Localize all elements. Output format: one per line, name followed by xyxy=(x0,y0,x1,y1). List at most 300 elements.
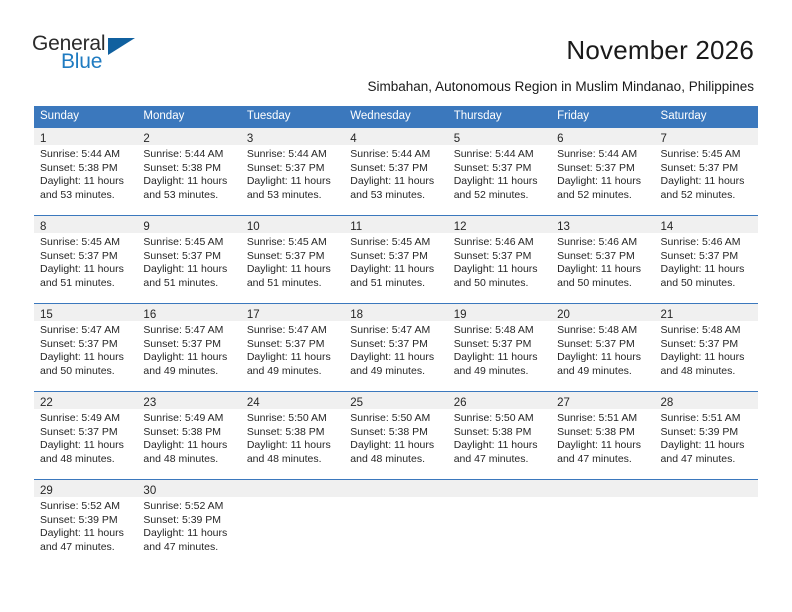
calendar-day-cell[interactable] xyxy=(34,392,137,480)
day-sun-info xyxy=(448,321,551,378)
daylight-text-line2: and 53 minutes. xyxy=(143,188,219,201)
calendar-week-row xyxy=(34,304,758,392)
day-number: 30 xyxy=(143,485,157,497)
daylight-text-line2: and 48 minutes. xyxy=(246,452,322,465)
day-number: 17 xyxy=(246,309,260,321)
day-number: 9 xyxy=(143,221,150,233)
day-number-band xyxy=(241,480,344,497)
day-cell-content xyxy=(344,128,447,215)
daylight-text-line2: and 47 minutes. xyxy=(143,540,219,553)
daylight-text-line2: and 49 minutes. xyxy=(557,364,632,377)
day-number-band xyxy=(344,216,447,233)
sunrise-text: Sunrise: 5:49 AM xyxy=(143,412,224,424)
sunset-text: Sunset: 5:37 PM xyxy=(557,161,635,174)
sunset-text: Sunset: 5:38 PM xyxy=(40,161,118,174)
day-number: 16 xyxy=(143,309,157,321)
sunset-text: Sunset: 5:37 PM xyxy=(557,337,635,350)
day-sun-info xyxy=(344,321,447,378)
sunrise-text: Sunrise: 5:51 AM xyxy=(660,412,741,424)
calendar-day-cell[interactable] xyxy=(34,304,137,392)
calendar-header-row xyxy=(34,106,758,128)
day-cell-content xyxy=(551,128,654,215)
calendar-day-cell[interactable] xyxy=(344,392,447,480)
day-cell-content xyxy=(448,480,551,567)
daylight-text-line2: and 51 minutes. xyxy=(246,276,322,289)
day-sun-info xyxy=(448,497,551,500)
sunrise-text: Sunrise: 5:47 AM xyxy=(143,324,224,336)
daylight-text-line1: Daylight: 11 hours xyxy=(143,175,228,188)
sunrise-text: Sunrise: 5:46 AM xyxy=(453,236,534,248)
day-number-band xyxy=(551,216,654,233)
sunset-text: Sunset: 5:38 PM xyxy=(143,425,222,438)
daylight-text-line1: Daylight: 11 hours xyxy=(40,175,124,188)
day-sun-info xyxy=(344,409,447,466)
calendar-day-cell[interactable] xyxy=(344,304,447,392)
sunset-text: Sunset: 5:39 PM xyxy=(660,425,739,438)
day-number-band xyxy=(344,304,447,321)
daylight-text-line2: and 47 minutes. xyxy=(557,452,632,465)
day-sun-info xyxy=(655,409,758,466)
daylight-text-line2: and 47 minutes. xyxy=(453,452,529,465)
day-cell-content xyxy=(241,216,344,303)
sunset-text: Sunset: 5:38 PM xyxy=(557,425,635,438)
day-sun-info xyxy=(241,409,344,466)
logo-text-general: General xyxy=(32,32,106,55)
daylight-text-line1: Daylight: 11 hours xyxy=(660,263,745,276)
day-sun-info xyxy=(551,321,654,378)
daylight-text-line1: Daylight: 11 hours xyxy=(557,263,641,276)
day-number-band xyxy=(241,128,344,145)
day-number: 19 xyxy=(453,309,467,321)
calendar-day-cell[interactable] xyxy=(137,392,240,480)
daylight-text-line1: Daylight: 11 hours xyxy=(350,439,435,452)
day-sun-info xyxy=(655,145,758,202)
sunrise-text: Sunrise: 5:45 AM xyxy=(40,236,120,248)
page-subtitle: Simbahan, Autonomous Region in Muslim Mindanao, Philippines xyxy=(367,79,754,94)
daylight-text-line1: Daylight: 11 hours xyxy=(246,175,331,188)
day-cell-content xyxy=(448,216,551,303)
page-title: November 2026 xyxy=(566,35,754,65)
sunrise-text: Sunrise: 5:44 AM xyxy=(453,148,534,160)
calendar-day-cell[interactable] xyxy=(448,216,551,304)
calendar-week-row xyxy=(34,128,758,216)
day-sun-info xyxy=(137,233,240,290)
sunset-text: Sunset: 5:38 PM xyxy=(246,425,325,438)
day-number: 3 xyxy=(246,133,254,145)
daylight-text-line2: and 52 minutes. xyxy=(557,188,632,201)
daylight-text-line1: Daylight: 11 hours xyxy=(246,439,331,452)
daylight-text-line1: Daylight: 11 hours xyxy=(40,439,124,452)
daylight-text-line1: Daylight: 11 hours xyxy=(40,527,124,540)
day-number: 10 xyxy=(246,221,260,233)
daylight-text-line1: Daylight: 11 hours xyxy=(350,175,435,188)
calendar-week-row xyxy=(34,216,758,304)
day-number: 24 xyxy=(246,397,260,409)
sunrise-text: Sunrise: 5:45 AM xyxy=(143,236,224,248)
day-number: 15 xyxy=(40,309,53,321)
calendar-day-cell[interactable] xyxy=(551,480,654,568)
sunset-text: Sunset: 5:37 PM xyxy=(40,425,118,438)
daylight-text-line2: and 51 minutes. xyxy=(40,276,115,289)
day-number: 18 xyxy=(350,309,364,321)
daylight-text-line2: and 52 minutes. xyxy=(660,188,736,201)
sunrise-text: Sunrise: 5:47 AM xyxy=(350,324,431,336)
sunrise-text: Sunrise: 5:45 AM xyxy=(660,148,741,160)
day-cell-content xyxy=(551,216,654,303)
day-cell-content xyxy=(137,480,240,567)
sunrise-text: Sunrise: 5:47 AM xyxy=(40,324,120,336)
daylight-text-line1: Daylight: 11 hours xyxy=(40,351,124,364)
day-cell-content xyxy=(344,392,447,479)
logo-triangle-icon xyxy=(108,38,135,55)
day-number-band xyxy=(448,216,551,233)
sunset-text: Sunset: 5:37 PM xyxy=(246,337,325,350)
daylight-text-line2: and 49 minutes. xyxy=(350,364,425,377)
daylight-text-line1: Daylight: 11 hours xyxy=(453,175,538,188)
day-sun-info xyxy=(551,409,654,466)
day-cell-content xyxy=(655,304,758,391)
calendar-day-cell[interactable] xyxy=(551,128,654,216)
daylight-text-line2: and 48 minutes. xyxy=(660,364,736,377)
day-number-band xyxy=(241,216,344,233)
day-cell-content xyxy=(344,480,447,567)
day-cell-content xyxy=(655,216,758,303)
daylight-text-line1: Daylight: 11 hours xyxy=(143,351,228,364)
day-cell-content xyxy=(241,480,344,567)
daylight-text-line2: and 50 minutes. xyxy=(660,276,736,289)
day-cell-content xyxy=(34,392,137,479)
day-number-band xyxy=(551,304,654,321)
daylight-text-line1: Daylight: 11 hours xyxy=(143,439,228,452)
day-number-band xyxy=(344,392,447,409)
day-number: 6 xyxy=(557,133,564,145)
calendar-day-cell[interactable] xyxy=(655,304,758,392)
day-cell-content xyxy=(344,216,447,303)
day-cell-content xyxy=(655,480,758,567)
daylight-text-line1: Daylight: 11 hours xyxy=(660,439,745,452)
day-number: 2 xyxy=(143,133,150,145)
daylight-text-line2: and 48 minutes. xyxy=(40,452,115,465)
calendar-table xyxy=(34,106,758,567)
day-cell-content xyxy=(241,392,344,479)
day-number-band xyxy=(655,480,758,497)
sunrise-text: Sunrise: 5:46 AM xyxy=(557,236,638,248)
daylight-text-line1: Daylight: 11 hours xyxy=(557,351,641,364)
day-cell-content xyxy=(34,216,137,303)
day-number-band xyxy=(137,392,240,409)
daylight-text-line2: and 53 minutes. xyxy=(350,188,425,201)
sunset-text: Sunset: 5:37 PM xyxy=(143,249,222,262)
weekday-header-saturday: Saturday xyxy=(655,106,758,128)
weekday-header-thursday: Thursday xyxy=(448,106,551,128)
calendar-day-cell[interactable] xyxy=(448,128,551,216)
daylight-text-line1: Daylight: 11 hours xyxy=(453,263,538,276)
daylight-text-line1: Daylight: 11 hours xyxy=(246,351,331,364)
calendar-day-cell[interactable] xyxy=(241,304,344,392)
day-number-band xyxy=(34,480,137,497)
calendar-day-cell[interactable] xyxy=(551,216,654,304)
day-number: 1 xyxy=(40,133,47,145)
daylight-text-line2: and 49 minutes. xyxy=(246,364,322,377)
day-number-band xyxy=(34,128,137,145)
daylight-text-line2: and 49 minutes. xyxy=(143,364,219,377)
calendar-day-cell[interactable] xyxy=(137,304,240,392)
day-number: 25 xyxy=(350,397,364,409)
calendar-day-cell[interactable] xyxy=(448,480,551,568)
calendar-day-cell[interactable] xyxy=(551,304,654,392)
weekday-header-friday: Friday xyxy=(551,106,654,128)
sunset-text: Sunset: 5:37 PM xyxy=(40,337,118,350)
sunrise-text: Sunrise: 5:47 AM xyxy=(246,324,327,336)
day-sun-info xyxy=(344,145,447,202)
calendar-day-cell[interactable] xyxy=(137,128,240,216)
weekday-header-wednesday: Wednesday xyxy=(344,106,447,128)
day-number: 13 xyxy=(557,221,570,233)
day-number: 8 xyxy=(40,221,47,233)
day-number-band xyxy=(34,216,137,233)
calendar-body xyxy=(34,128,758,568)
day-number: 4 xyxy=(350,133,357,145)
day-number: 14 xyxy=(660,221,674,233)
calendar-day-cell[interactable] xyxy=(34,480,137,568)
day-number: 22 xyxy=(40,397,53,409)
sunrise-text: Sunrise: 5:44 AM xyxy=(143,148,224,160)
sunset-text: Sunset: 5:37 PM xyxy=(557,249,635,262)
sunset-text: Sunset: 5:38 PM xyxy=(453,425,532,438)
day-sun-info xyxy=(551,233,654,290)
day-cell-content xyxy=(655,392,758,479)
sunrise-text: Sunrise: 5:51 AM xyxy=(557,412,638,424)
sunrise-text: Sunrise: 5:45 AM xyxy=(350,236,431,248)
calendar-day-cell[interactable] xyxy=(241,216,344,304)
day-cell-content xyxy=(34,480,137,567)
daylight-text-line2: and 49 minutes. xyxy=(453,364,529,377)
daylight-text-line1: Daylight: 11 hours xyxy=(660,175,745,188)
day-number-band xyxy=(344,480,447,497)
day-sun-info xyxy=(655,321,758,378)
daylight-text-line1: Daylight: 11 hours xyxy=(143,263,228,276)
sunset-text: Sunset: 5:38 PM xyxy=(350,425,428,438)
sunrise-text: Sunrise: 5:44 AM xyxy=(557,148,638,160)
calendar-day-cell[interactable] xyxy=(344,480,447,568)
daylight-text-line1: Daylight: 11 hours xyxy=(40,263,124,276)
calendar-day-cell[interactable] xyxy=(655,216,758,304)
calendar-day-cell[interactable] xyxy=(448,392,551,480)
day-number: 7 xyxy=(660,133,667,145)
calendar-day-cell[interactable] xyxy=(344,128,447,216)
day-number: 20 xyxy=(557,309,570,321)
day-sun-info xyxy=(34,321,137,378)
day-sun-info xyxy=(344,233,447,290)
sunset-text: Sunset: 5:37 PM xyxy=(350,249,428,262)
sunrise-text: Sunrise: 5:50 AM xyxy=(350,412,431,424)
day-number-band xyxy=(448,128,551,145)
day-number: 11 xyxy=(350,221,363,233)
day-number-band xyxy=(551,128,654,145)
day-cell-content xyxy=(655,128,758,215)
sunrise-text: Sunrise: 5:45 AM xyxy=(246,236,327,248)
daylight-text-line1: Daylight: 11 hours xyxy=(453,351,538,364)
sunrise-text: Sunrise: 5:50 AM xyxy=(246,412,327,424)
day-sun-info xyxy=(241,497,344,500)
sunset-text: Sunset: 5:37 PM xyxy=(660,249,739,262)
day-sun-info xyxy=(448,233,551,290)
sunrise-text: Sunrise: 5:46 AM xyxy=(660,236,741,248)
day-number-band xyxy=(655,392,758,409)
daylight-text-line2: and 53 minutes. xyxy=(40,188,115,201)
day-number: 12 xyxy=(453,221,467,233)
calendar-day-cell[interactable] xyxy=(241,480,344,568)
day-cell-content xyxy=(551,392,654,479)
day-cell-content xyxy=(241,128,344,215)
sunset-text: Sunset: 5:37 PM xyxy=(246,249,325,262)
day-number: 21 xyxy=(660,309,674,321)
daylight-text-line2: and 51 minutes. xyxy=(350,276,425,289)
day-number-band xyxy=(551,392,654,409)
daylight-text-line1: Daylight: 11 hours xyxy=(557,175,641,188)
calendar-day-cell[interactable] xyxy=(34,128,137,216)
calendar-day-cell[interactable] xyxy=(34,216,137,304)
sunrise-text: Sunrise: 5:44 AM xyxy=(350,148,431,160)
day-number-band xyxy=(137,216,240,233)
sunset-text: Sunset: 5:39 PM xyxy=(40,513,118,526)
daylight-text-line2: and 50 minutes. xyxy=(40,364,115,377)
calendar-day-cell[interactable] xyxy=(655,480,758,568)
day-number-band xyxy=(137,480,240,497)
calendar-week-row xyxy=(34,392,758,480)
day-sun-info xyxy=(655,233,758,290)
day-number-band xyxy=(34,304,137,321)
day-number: 28 xyxy=(660,397,674,409)
day-sun-info xyxy=(241,321,344,378)
day-sun-info xyxy=(137,321,240,378)
sunrise-text: Sunrise: 5:52 AM xyxy=(40,500,120,512)
weekday-header-tuesday: Tuesday xyxy=(241,106,344,128)
day-cell-content xyxy=(137,392,240,479)
day-cell-content xyxy=(448,304,551,391)
day-cell-content xyxy=(137,128,240,215)
daylight-text-line2: and 48 minutes. xyxy=(350,452,425,465)
calendar-day-cell[interactable] xyxy=(137,480,240,568)
day-number: 23 xyxy=(143,397,157,409)
calendar-day-cell[interactable] xyxy=(448,304,551,392)
day-cell-content xyxy=(241,304,344,391)
sunset-text: Sunset: 5:37 PM xyxy=(40,249,118,262)
daylight-text-line2: and 47 minutes. xyxy=(660,452,736,465)
sunrise-text: Sunrise: 5:52 AM xyxy=(143,500,224,512)
day-sun-info xyxy=(551,145,654,202)
day-number-band xyxy=(137,128,240,145)
day-number-band xyxy=(655,304,758,321)
day-cell-content xyxy=(551,480,654,567)
day-number-band xyxy=(34,392,137,409)
calendar-day-cell[interactable] xyxy=(551,392,654,480)
day-sun-info xyxy=(137,409,240,466)
day-number: 29 xyxy=(40,485,53,497)
daylight-text-line2: and 50 minutes. xyxy=(557,276,632,289)
sunset-text: Sunset: 5:37 PM xyxy=(453,161,532,174)
daylight-text-line2: and 53 minutes. xyxy=(246,188,322,201)
day-cell-content xyxy=(137,216,240,303)
day-number-band xyxy=(241,392,344,409)
daylight-text-line1: Daylight: 11 hours xyxy=(350,351,435,364)
day-cell-content xyxy=(34,128,137,215)
page-header xyxy=(0,0,792,94)
daylight-text-line2: and 48 minutes. xyxy=(143,452,219,465)
sunset-text: Sunset: 5:37 PM xyxy=(143,337,222,350)
daylight-text-line2: and 52 minutes. xyxy=(453,188,529,201)
day-number-band xyxy=(448,480,551,497)
sunset-text: Sunset: 5:37 PM xyxy=(660,337,739,350)
daylight-text-line1: Daylight: 11 hours xyxy=(350,263,435,276)
day-sun-info xyxy=(551,497,654,500)
day-cell-content xyxy=(551,304,654,391)
daylight-text-line1: Daylight: 11 hours xyxy=(453,439,538,452)
day-number-band xyxy=(448,304,551,321)
calendar-day-cell[interactable] xyxy=(241,128,344,216)
day-number-band xyxy=(241,304,344,321)
calendar-day-cell[interactable] xyxy=(344,216,447,304)
day-sun-info xyxy=(34,145,137,202)
sunrise-text: Sunrise: 5:44 AM xyxy=(246,148,327,160)
day-number-band xyxy=(551,480,654,497)
day-cell-content xyxy=(448,392,551,479)
calendar-week-row xyxy=(34,480,758,568)
sunset-text: Sunset: 5:37 PM xyxy=(350,161,428,174)
day-cell-content xyxy=(137,304,240,391)
sunrise-text: Sunrise: 5:48 AM xyxy=(453,324,534,336)
day-cell-content xyxy=(344,304,447,391)
sunset-text: Sunset: 5:37 PM xyxy=(246,161,325,174)
sunset-text: Sunset: 5:37 PM xyxy=(453,249,532,262)
weekday-header-monday: Monday xyxy=(137,106,240,128)
logo-text-blue: Blue xyxy=(61,50,103,73)
day-sun-info xyxy=(34,409,137,466)
sunrise-text: Sunrise: 5:48 AM xyxy=(557,324,638,336)
sunset-text: Sunset: 5:37 PM xyxy=(453,337,532,350)
day-sun-info xyxy=(655,497,758,500)
calendar-day-cell[interactable] xyxy=(655,128,758,216)
day-cell-content xyxy=(448,128,551,215)
weekday-header-sunday: Sunday xyxy=(34,106,137,128)
daylight-text-line2: and 51 minutes. xyxy=(143,276,219,289)
day-number: 5 xyxy=(453,133,461,145)
day-sun-info xyxy=(241,145,344,202)
sunrise-text: Sunrise: 5:44 AM xyxy=(40,148,120,160)
sunset-text: Sunset: 5:39 PM xyxy=(143,513,222,526)
day-sun-info xyxy=(448,409,551,466)
calendar-day-cell[interactable] xyxy=(137,216,240,304)
daylight-text-line1: Daylight: 11 hours xyxy=(246,263,331,276)
day-sun-info xyxy=(344,497,447,500)
day-sun-info xyxy=(137,497,240,554)
sunset-text: Sunset: 5:38 PM xyxy=(143,161,222,174)
day-number-band xyxy=(448,392,551,409)
day-number-band xyxy=(344,128,447,145)
generalblue-logo[interactable] xyxy=(32,33,172,79)
daylight-text-line2: and 50 minutes. xyxy=(453,276,529,289)
calendar-day-cell[interactable] xyxy=(655,392,758,480)
sunset-text: Sunset: 5:37 PM xyxy=(350,337,428,350)
sunrise-text: Sunrise: 5:49 AM xyxy=(40,412,120,424)
daylight-text-line1: Daylight: 11 hours xyxy=(557,439,641,452)
sunset-text: Sunset: 5:37 PM xyxy=(660,161,739,174)
sunrise-text: Sunrise: 5:48 AM xyxy=(660,324,741,336)
calendar-day-cell[interactable] xyxy=(241,392,344,480)
day-sun-info xyxy=(448,145,551,202)
daylight-text-line1: Daylight: 11 hours xyxy=(660,351,745,364)
day-number-band xyxy=(655,128,758,145)
